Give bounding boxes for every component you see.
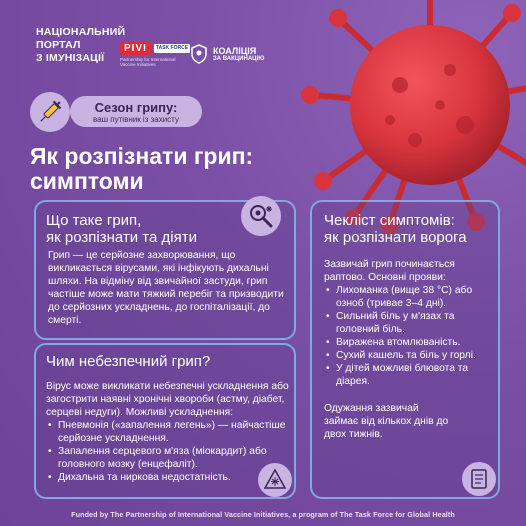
- portal-line-1: НАЦІОНАЛЬНИЙ: [36, 26, 126, 38]
- list-item: • Пневмонія («запалення легень») — найчастіше серйозне ускладнення.: [46, 419, 291, 445]
- danger-intro: Вірус може викликати небезпечні ускладнення або загострити наявні хронічні хвороби (астму, діабет, серцеві недуги). Можливі ускладнення:: [46, 381, 289, 418]
- symptom-list: [324, 284, 486, 388]
- checklist-intro: Зазвичай грип починається раптово. Основні прояви:: [324, 259, 455, 283]
- portal-line-3: З ІМУНІЗАЦІЇ: [36, 52, 105, 64]
- footer-credit: Funded by The Partnership of International Vaccine Initiatives, a program of The Task Force for Global Health: [71, 510, 455, 519]
- what-is-flu-text: Грип — це серйозне захворювання, що викликається вірусами, які інфікують дихальні шляхи. На відміну від звичайної застуди, грип частіше може мати тяжкий перебіг та призводити до серйозних ускладнень, до госпіталізації, до смерті.: [48, 250, 284, 326]
- danger-list: [46, 419, 291, 484]
- what-is-flu-title-line-2: як розпізнати та діяти: [46, 229, 197, 246]
- page-title-line-1: Як розпізнати грип:: [30, 143, 254, 169]
- pivi-subtitle: Partnership for International Vaccine Initiatives: [120, 57, 176, 67]
- list-item: • Сухий кашель та біль у горлі.: [324, 349, 486, 362]
- snowflake-warning-icon: [258, 463, 292, 497]
- shield-icon: [190, 44, 208, 64]
- list-item: • Запалення серцевого м'яза (міокардит) або головного мозку (енцефаліт).: [46, 445, 291, 471]
- pivi-mark: PIVI: [120, 42, 151, 55]
- coalition-logo: [190, 44, 264, 64]
- magnifier-virus-icon: [241, 196, 281, 236]
- what-is-flu-card: [34, 200, 296, 340]
- what-is-flu-title-line-1: Що таке грип,: [46, 212, 142, 229]
- season-title: Сезон грипу:: [94, 99, 178, 115]
- danger-title: Чим небезпечний грип?: [46, 353, 211, 370]
- task-force-mark: TASK FORCE: [155, 45, 189, 51]
- checklist-title-line-1: Чекліст симптомів:: [324, 212, 455, 229]
- list-item: • Лихоманка (вище 38 °С) або озноб (тривае 3–4 дні).: [324, 284, 486, 310]
- syringe-icon: [30, 92, 70, 132]
- list-item: • У дітей можливі блювота та діарея.: [324, 362, 486, 388]
- danger-card: [34, 343, 296, 499]
- pivi-logo: [120, 42, 190, 67]
- list-item: • Дихальна та ниркова недостатність.: [46, 471, 291, 484]
- season-subtitle: ваш путівник із захисту: [93, 114, 179, 124]
- portal-line-2: ПОРТАЛ: [36, 39, 81, 51]
- checklist-icon: [462, 462, 496, 496]
- page-title-line-2: симптоми: [30, 168, 144, 194]
- coalition-subtitle: ЗА ВАКЦИНАЦІЮ: [213, 55, 265, 62]
- coalition-title: КОАЛІЦІЯ: [213, 45, 257, 56]
- checklist-outro: Одужання зазвичай займає від кількох днів до двох тижнів.: [324, 403, 449, 440]
- list-item: • Сильний біль у м'язах та головний біль.: [324, 310, 486, 336]
- checklist-card: [310, 200, 500, 499]
- checklist-title: [324, 212, 486, 246]
- list-item: • Виражена втомлюваність.: [324, 336, 486, 349]
- season-pill: [30, 92, 202, 132]
- checklist-title-line-2: як розпізнати ворога: [324, 229, 467, 246]
- national-portal-logo: [36, 26, 125, 65]
- page-title: [30, 144, 253, 194]
